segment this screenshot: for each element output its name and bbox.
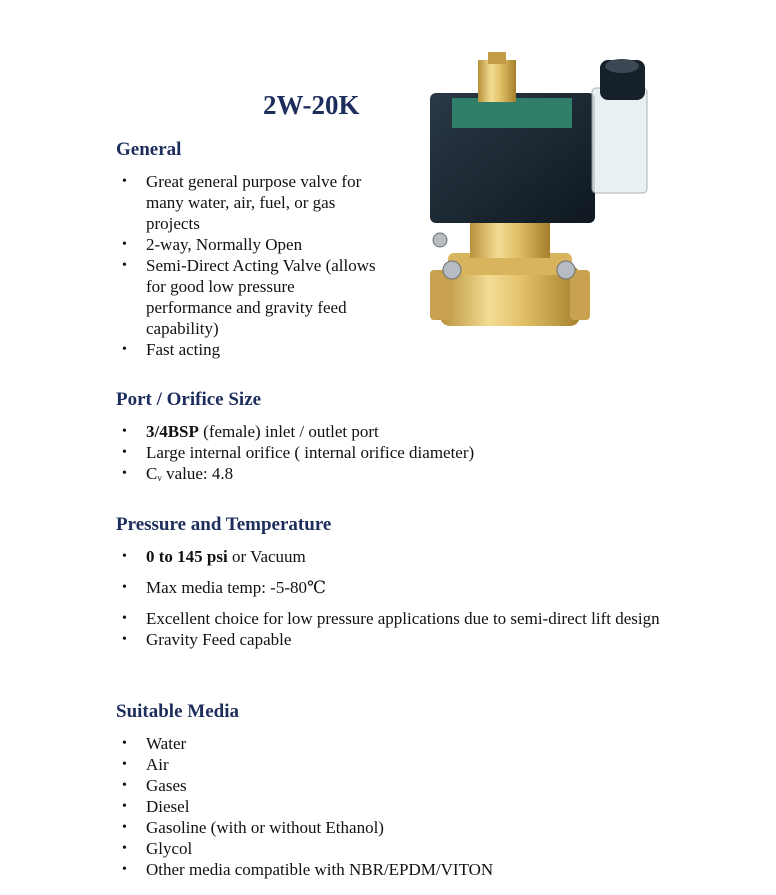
list-item <box>116 463 636 489</box>
cv-subscript: v <box>157 473 162 483</box>
list-item: • Excellent choice for low pressure applications due to semi-direct lift design <box>116 608 676 629</box>
pressure-range: 0 to 145 psi <box>146 547 228 566</box>
solenoid-valve-image <box>400 48 685 343</box>
list-item: • Air <box>116 754 636 775</box>
cv-value: value: 4.8 <box>161 464 234 483</box>
list-item: • Other media compatible with NBR/EPDM/VITON <box>116 859 636 880</box>
pressure-extra: or Vacuum <box>227 547 306 566</box>
section-heading-pressure: Pressure and Temperature <box>116 514 332 535</box>
port-list <box>116 421 636 489</box>
port-size: 3/4BSP <box>146 422 199 441</box>
list-item: • Glycol <box>116 838 636 859</box>
list-item: • 2-way, Normally Open <box>116 234 381 255</box>
list-item: • Great general purpose valve for many water, air, fuel, or gas projects <box>116 171 381 234</box>
list-item: • Water <box>116 733 636 754</box>
section-heading-port: Port / Orifice Size <box>116 389 262 410</box>
section-heading-media: Suitable Media <box>116 701 239 722</box>
section-heading-general: General <box>116 139 182 160</box>
list-item: • Fast acting <box>116 339 381 360</box>
cv-label: C <box>146 464 158 483</box>
list-item: • Gasoline (with or without Ethanol) <box>116 817 636 838</box>
list-item: • Max media temp: -5-80℃ <box>116 577 676 598</box>
list-item: • Diesel <box>116 796 636 817</box>
product-title: 2W-20K <box>263 90 360 120</box>
list-item: • Gravity Feed capable <box>116 629 676 650</box>
general-list <box>116 171 381 360</box>
list-item: • Semi-Direct Acting Valve (allows for good low pressure performance and gravity feed capability) <box>116 255 381 339</box>
list-item: • Gases <box>116 775 636 796</box>
list-item <box>116 546 676 567</box>
media-list <box>116 733 636 880</box>
list-item: • Large internal orifice ( internal orifice diameter) <box>116 442 636 463</box>
list-item <box>116 421 636 442</box>
pressure-list <box>116 546 676 650</box>
port-description: (female) inlet / outlet port <box>198 422 379 441</box>
